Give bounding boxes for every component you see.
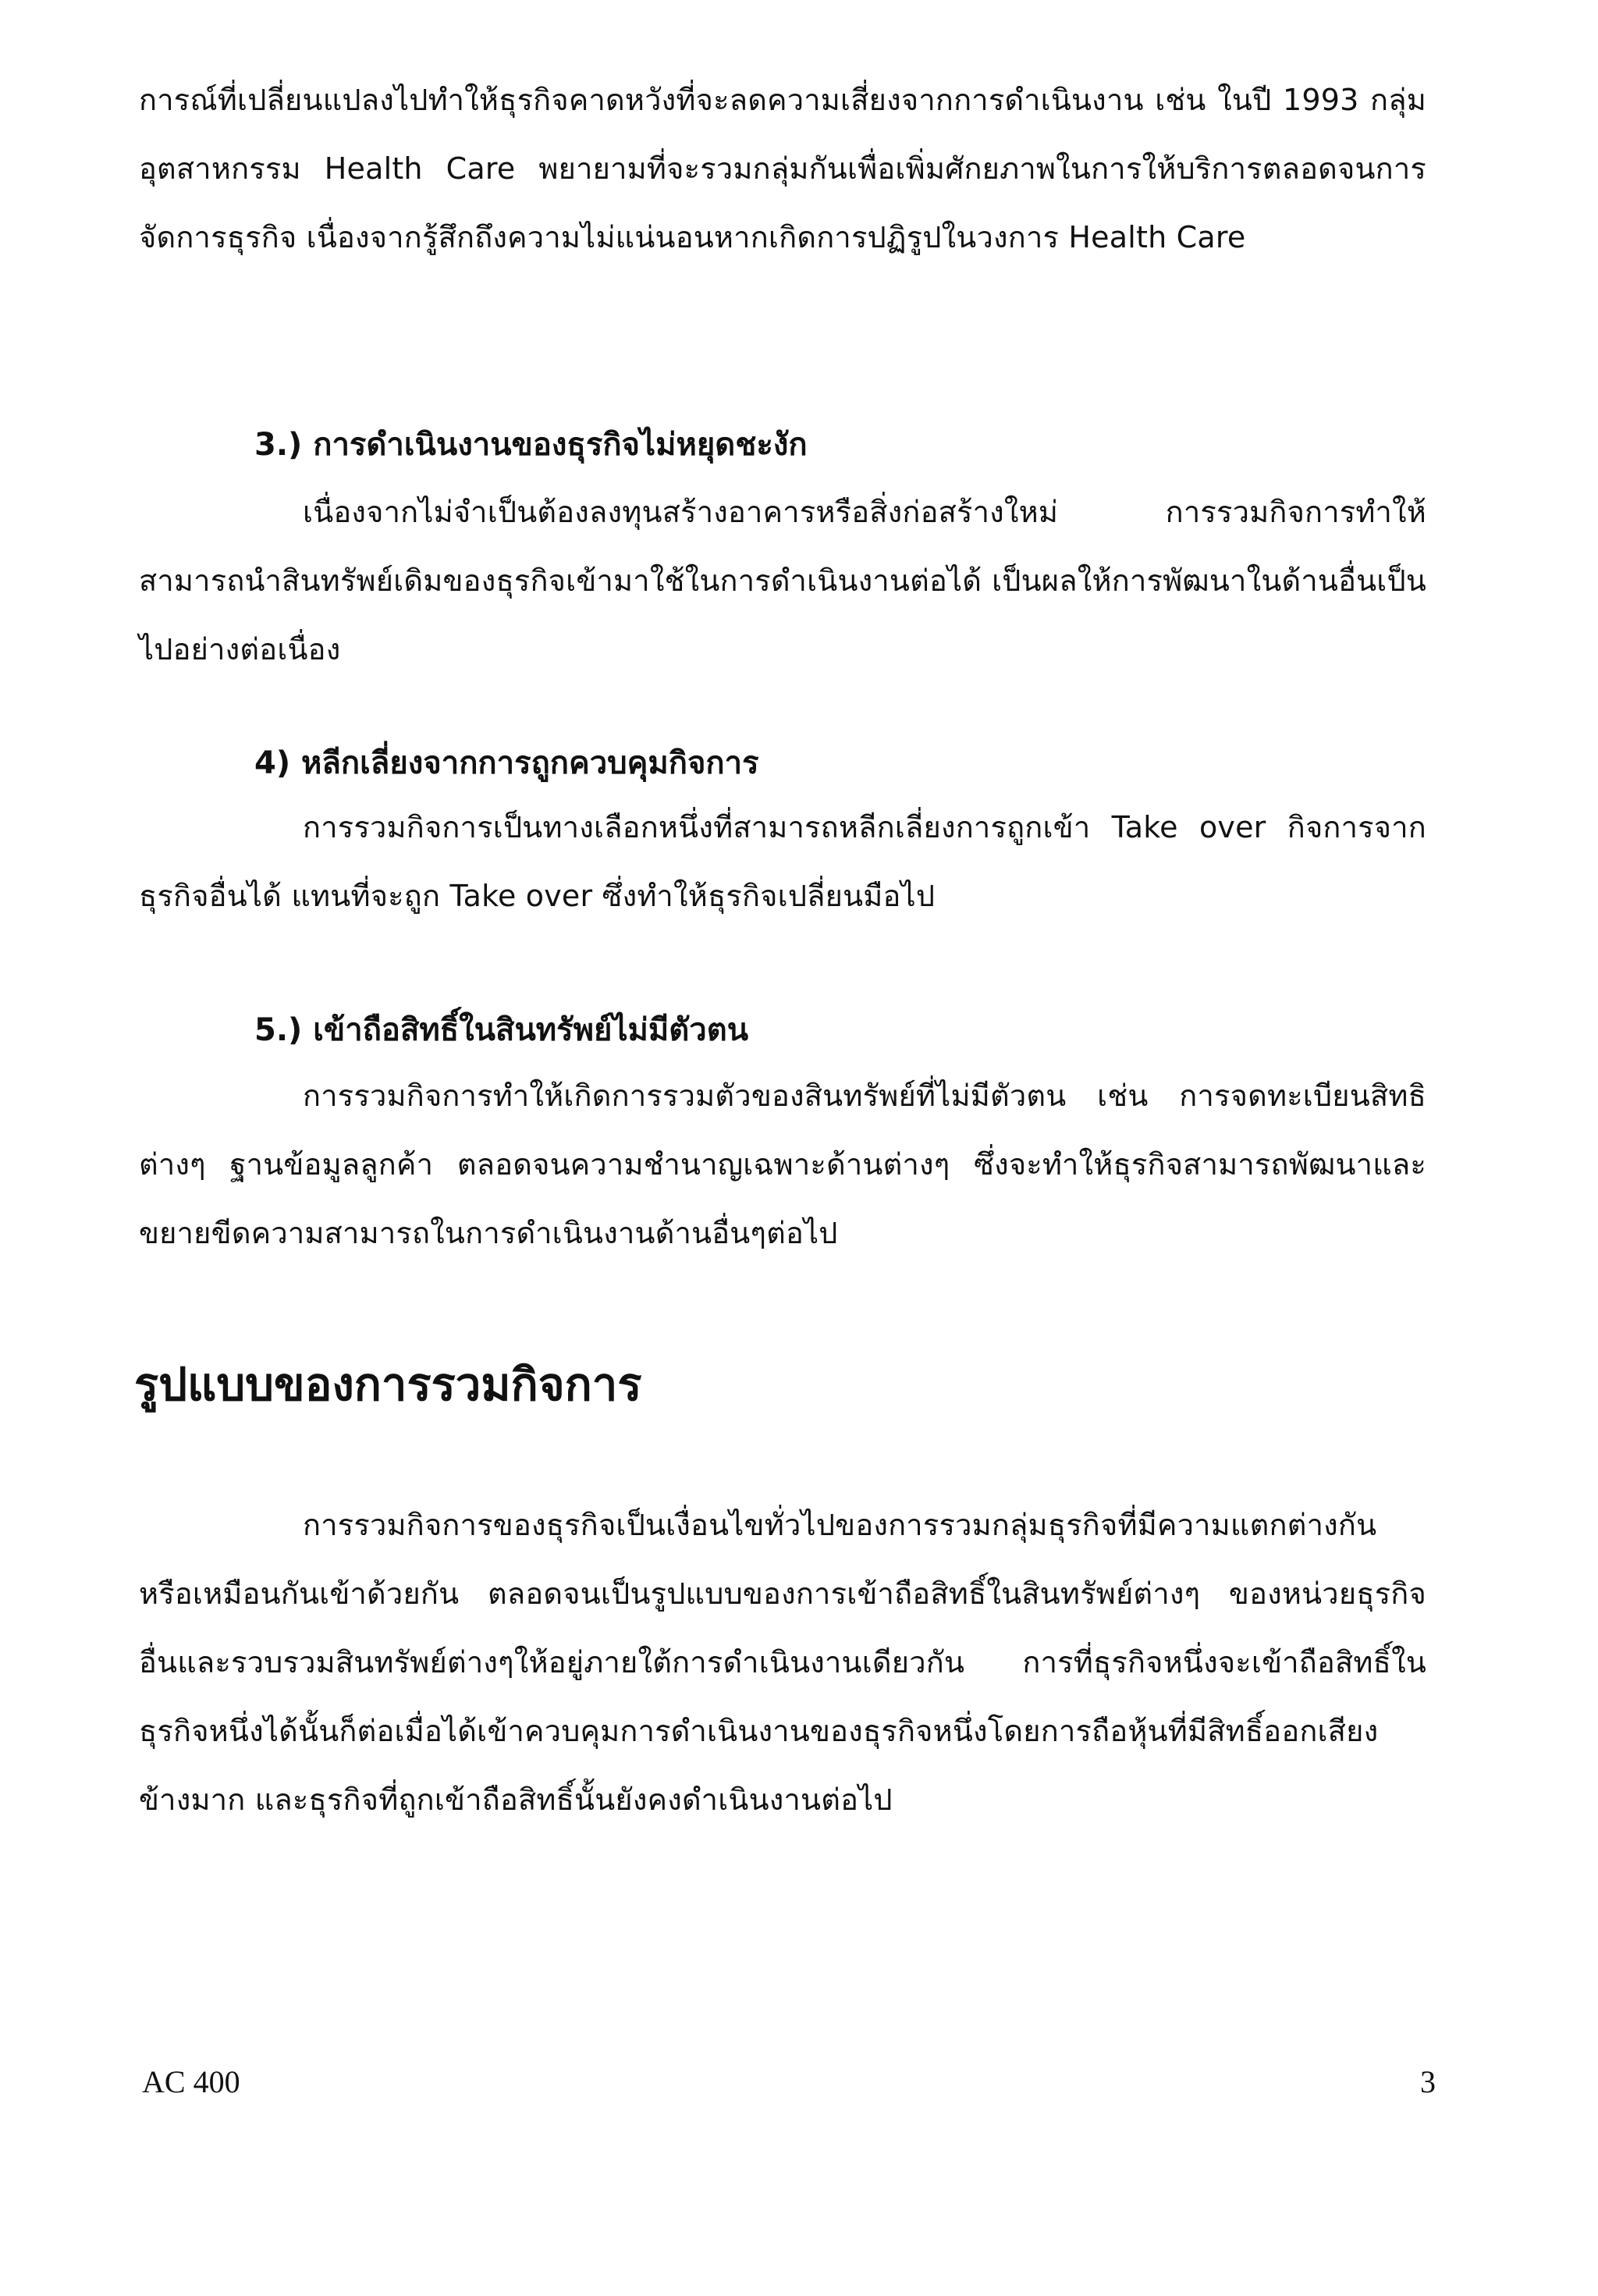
footer-course-code: AC 400: [142, 2064, 240, 2099]
section-text: การรวมกิจการของธุรกิจเป็นเงื่อนไขทั่วไปของการรวมกลุ่มธุรกิจที่มีความแตกต่างกันหรือเหมือนกันเข้าด้วยกัน ตลอดจนเป็นรูปแบบของการเข้าถือสิทธิ์ในสินทรัพย์ต่างๆ ของหน่วยธุรกิจอื่นและรวบรวมสินทรัพย์ต่างๆให้อยู่ภายใต้การดำเนินงานเดียวกัน การที่ธุรกิจหนึ่งจะเข้าถือสิทธิ์ในธุรกิจหนึ่งได้นั้นก็ต่อเมื่อได้เข้าควบคุมการดำเนินงานของธุรกิจหนึ่งโดยการถือหุ้นที่มีสิทธิ์ออกเสียงข้างมาก และธุรกิจที่ถูกเข้าถือสิทธิ์นั้นยังคงดำเนินงานต่อไป: [139, 1508, 1426, 1817]
item-5-text: การรวมกิจการทำให้เกิดการรวมตัวของสินทรัพย์ที่ไม่มีตัวตน เช่น การจดทะเบียนสิทธิต่างๆ ฐานข้อมูลลูกค้า ตลอดจนความชำนาญเฉพาะด้านต่างๆ ซึ่งจะทำให้ธุรกิจสามารถพัฒนาและขยายขีดความสามารถในการดำเนินงานด้านอื่นๆต่อไป: [139, 1079, 1426, 1250]
item-5-heading: 5.) เข้าถือสิทธิ์ในสินทรัพย์ไม่มีตัวตน: [254, 1012, 749, 1048]
continuation-paragraph: การณ์ที่เปลี่ยนแปลงไปทำให้ธุรกิจคาดหวังที่จะลดความเสี่ยงจากการดำเนินงาน เช่น ในปี 1993 กลุ่มอุตสาหกรรม Health Care พยายามที่จะรวมกลุ่มกันเพื่อเพิ่มศักยภาพในการให้บริการตลอดจนการจัดการธุรกิจ เนื่องจากรู้สึกถึงความไม่แน่นอนหากเกิดการปฏิรูปในวงการ Health Care: [139, 83, 1426, 254]
footer-page-number: 3: [1420, 2064, 1436, 2099]
item-4-text: การรวมกิจการเป็นทางเลือกหนึ่งที่สามารถหลีกเลี่ยงการถูกเข้า Take over กิจการจากธุรกิจอื่นได้ แทนที่จะถูก Take over ซึ่งทำให้ธุรกิจเปลี่ยนมือไป: [139, 810, 1426, 913]
item-3-text: เนื่องจากไม่จำเป็นต้องลงทุนสร้างอาคารหรือสิ่งก่อสร้างใหม่ การรวมกิจการทำให้สามารถนำสินทรัพย์เดิมของธุรกิจเข้ามาใช้ในการดำเนินงานต่อได้ เป็นผลให้การพัฒนาในด้านอื่นเป็นไปอย่างต่อเนื่อง: [139, 495, 1426, 666]
item-4-heading: 4) หลีกเลี่ยงจากการถูกควบคุมกิจการ: [254, 745, 759, 781]
item-3-heading: 3.) การดำเนินงานของธุรกิจไม่หยุดชะงัก: [254, 427, 808, 463]
section-heading: รูปแบบของการรวมกิจการ: [134, 1358, 642, 1411]
